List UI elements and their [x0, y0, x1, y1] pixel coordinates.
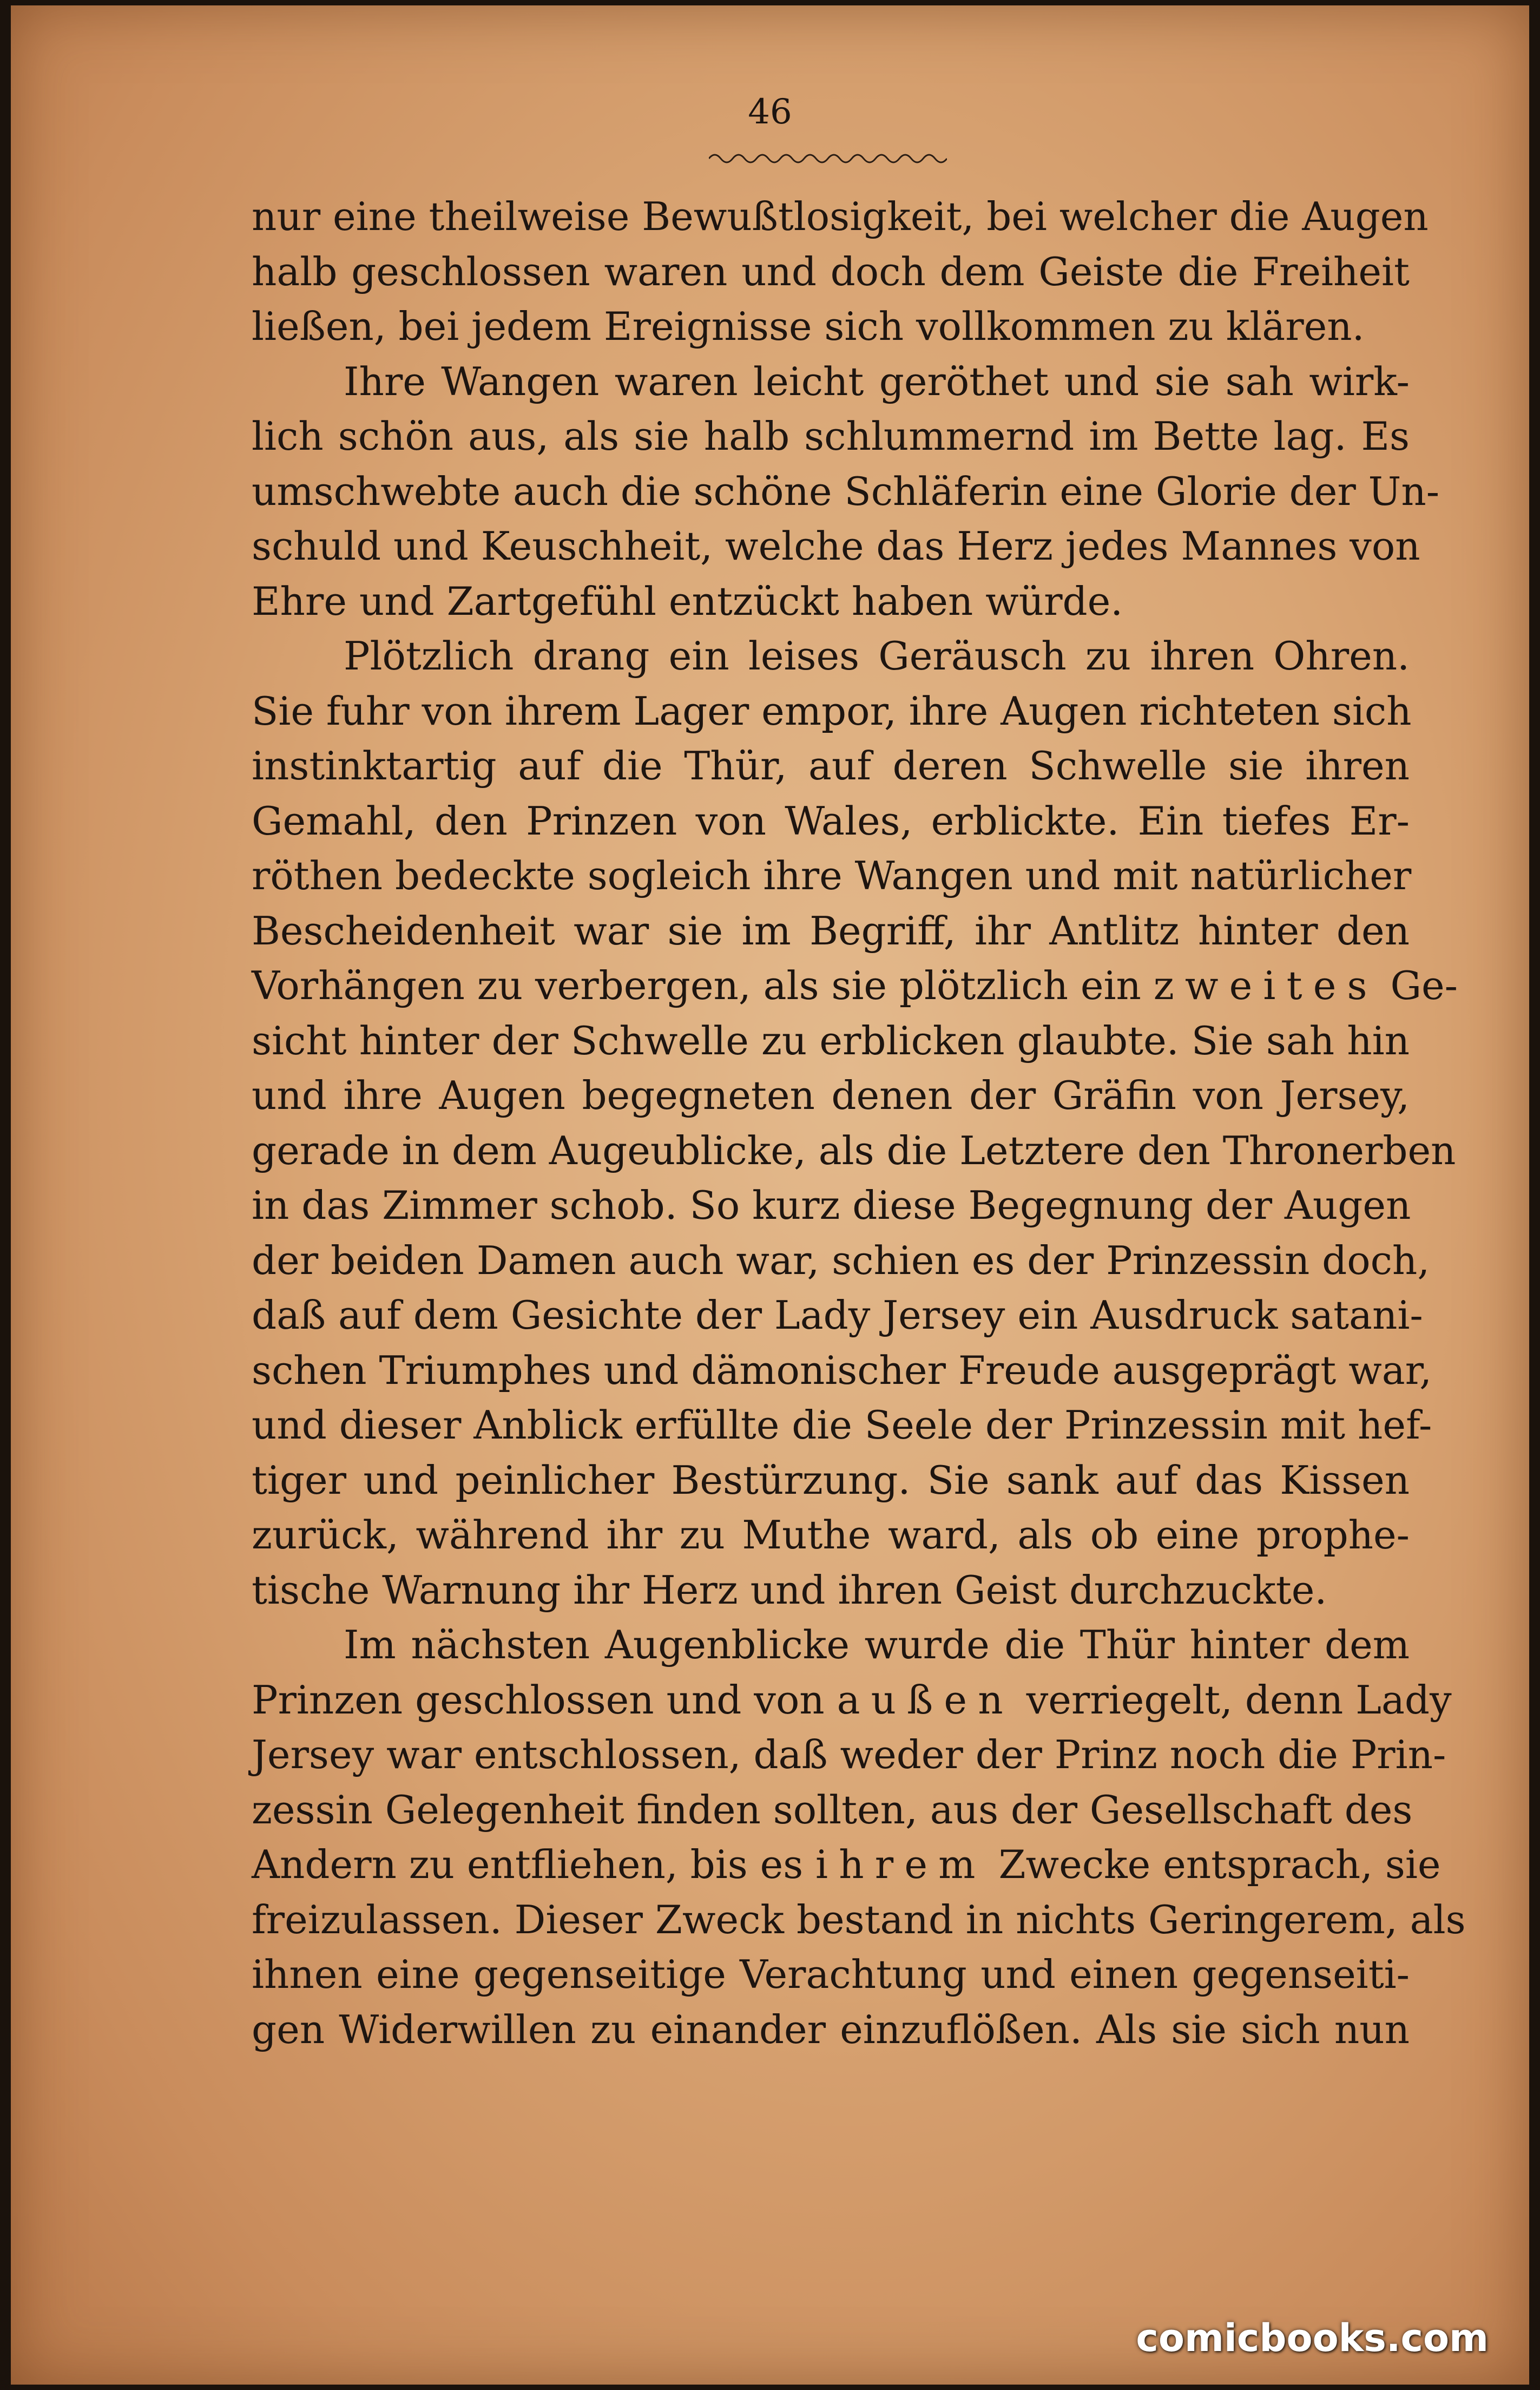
text-line: Plötzlich drang ein leises Geräusch zu ihren Ohren.: [344, 633, 1410, 679]
text-line: umschwebte auch die schöne Schläferin eine Glorie der Un-: [252, 468, 1440, 514]
text-line: Ehre und Zartgefühl entzückt haben würde.: [252, 578, 1123, 624]
book-page: [11, 5, 1529, 2385]
text-line: daß auf dem Gesichte der Lady Jersey ein Ausdruck satani-: [252, 1292, 1423, 1338]
watermark: comicbooks.com: [1136, 2316, 1489, 2360]
text-line: in das Zimmer schob. So kurz diese Begegnung der Augen: [252, 1183, 1411, 1228]
text-line: schen Triumphes und dämonischer Freude ausgeprägt war,: [252, 1347, 1432, 1393]
text-segment: verriegelt, denn Lady: [1026, 1677, 1452, 1723]
text-line: tische Warnung ihr Herz und ihren Geist durchzuckte.: [252, 1567, 1327, 1613]
text-line: nur eine theilweise Bewußtlosigkeit, bei welcher die Augen: [252, 194, 1429, 239]
text-line: tiger und peinlicher Bestürzung. Sie sank auf das Kissen: [252, 1457, 1410, 1503]
text-line: instinktartig auf die Thür, auf deren Schwelle sie ihren: [252, 743, 1410, 789]
spaced-emphasis: zweites: [1153, 963, 1378, 1008]
text-line: gerade in dem Augeublicke, als die Letztere den Thronerben: [252, 1127, 1456, 1173]
text-line: [252, 1837, 1441, 1893]
text-line: der beiden Damen auch war, schien es der Prinzessin doch,: [252, 1237, 1430, 1283]
text-line: Gemahl, den Prinzen von Wales, erblickte. Ein tiefes Er-: [252, 798, 1410, 844]
page-number: 46: [748, 92, 792, 132]
text-line: und ihre Augen begegneten denen der Gräfin von Jersey,: [252, 1073, 1410, 1118]
text-line: und dieser Anblick erfüllte die Seele der Prinzessin mit hef-: [252, 1402, 1432, 1448]
text-line: halb geschlossen waren und doch dem Geiste die Freiheit: [252, 248, 1410, 294]
text-segment: Andern zu entfliehen, bis es: [252, 1842, 804, 1887]
body-text: [252, 189, 1466, 2057]
spaced-emphasis: außen: [837, 1677, 1014, 1723]
text-line: zessin Gelegenheit finden sollten, aus der Gesellschaft des: [252, 1787, 1413, 1833]
text-line: Im nächsten Augenblicke wurde die Thür hinter dem: [344, 1622, 1410, 1667]
wavy-ornament: [709, 149, 947, 165]
text-line: zurück, während ihr zu Muthe ward, als ob eine prophe-: [252, 1512, 1410, 1558]
text-line: Jersey war entschlossen, daß weder der Prinz noch die Prin-: [252, 1732, 1446, 1777]
text-line: Ihre Wangen waren leicht geröthet und sie sah wirk-: [344, 358, 1410, 404]
text-line: Sie fuhr von ihrem Lager empor, ihre Augen richteten sich: [252, 688, 1412, 734]
text-segment: Vorhängen zu verbergen, als sie plötzlich ein: [252, 963, 1141, 1008]
text-line: gen Widerwillen zu einander einzuflößen. Als sie sich nun: [252, 2006, 1410, 2052]
text-line: sicht hinter der Schwelle zu erblicken glaubte. Sie sah hin: [252, 1017, 1410, 1063]
text-line: lich schön aus, als sie halb schlummernd im Bette lag. Es: [252, 413, 1410, 459]
text-line: ihnen eine gegenseitige Verachtung und einen gegenseiti-: [252, 1952, 1410, 1997]
text-line: röthen bedeckte sogleich ihre Wangen und mit natürlicher: [252, 853, 1412, 898]
text-line: ließen, bei jedem Ereignisse sich vollkommen zu klären.: [252, 304, 1365, 349]
text-segment: Ge-: [1390, 963, 1458, 1008]
text-line: [252, 1673, 1452, 1728]
text-line: schuld und Keuschheit, welche das Herz jedes Mannes von: [252, 523, 1420, 569]
text-line: freizulassen. Dieser Zweck bestand in nichts Geringerem, als: [252, 1896, 1466, 1942]
spaced-emphasis: ihrem: [815, 1842, 986, 1887]
text-segment: Prinzen geschlossen und von: [252, 1677, 825, 1723]
text-line: Bescheidenheit war sie im Begriff, ihr Antlitz hinter den: [252, 908, 1410, 954]
text-line: [252, 958, 1458, 1014]
text-segment: Zwecke entsprach, sie: [998, 1842, 1441, 1887]
